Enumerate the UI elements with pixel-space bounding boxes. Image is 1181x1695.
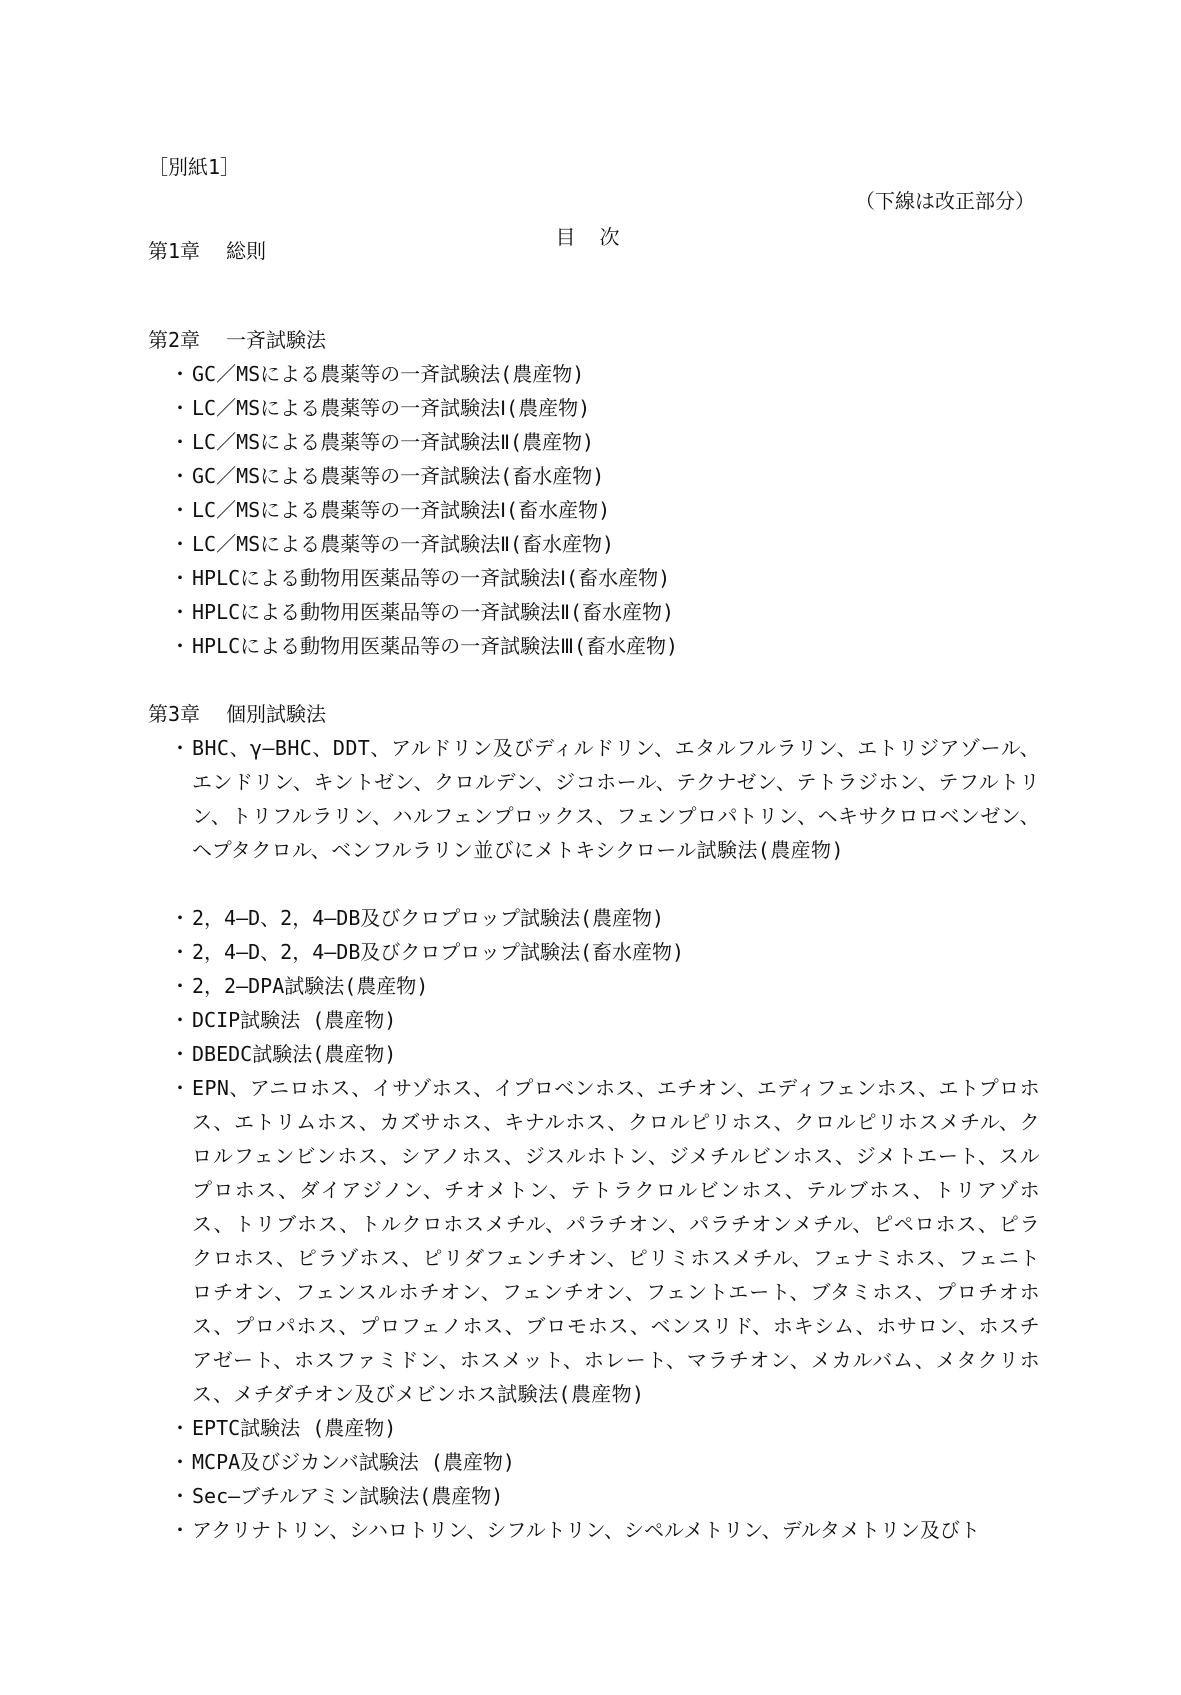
bullet: ・ xyxy=(170,1416,190,1440)
toc-item-text: BHC、γ―BHC、DDT、アルドリン及びディルドリン、エタルフルラリン、エトリジアゾール、エンドリン、キントゼン、クロルデン、ジコホール、テクナゼン、テトラジホン、テフルトリン、トリフルラリン、ハルフェンプロックス、フェンプロパトリン、ヘキサクロロベンゼン、ヘプタクロル、ベンフルラリン並びにメトキシクロール試験法(農産物) xyxy=(192,736,1040,862)
chapter-1-heading xyxy=(148,234,266,268)
toc-item xyxy=(170,595,1040,629)
bullet: ・ xyxy=(170,600,190,624)
bullet: ・ xyxy=(170,532,190,556)
toc-item-text: GC／MSによる農薬等の一斉試験法(畜水産物) xyxy=(192,464,605,488)
toc-item xyxy=(170,1003,1040,1037)
bullet: ・ xyxy=(170,1450,190,1474)
bullet: ・ xyxy=(170,1076,190,1100)
toc-item-text: 2，2―DPA試験法(農産物) xyxy=(192,974,429,998)
toc-item xyxy=(170,1513,1040,1547)
bullet: ・ xyxy=(170,1008,190,1032)
toc-item-text: 2，4―D、2，4―DB及びクロプロップ試験法(農産物) xyxy=(192,906,665,930)
bullet: ・ xyxy=(170,396,190,420)
toc-item-text: MCPA及びジカンバ試験法 (農産物) xyxy=(192,1450,515,1474)
toc-item xyxy=(170,1037,1040,1071)
chapter-number: 第3章 xyxy=(148,702,201,726)
toc-item-text: LC／MSによる農薬等の一斉試験法Ⅱ(畜水産物) xyxy=(192,532,615,556)
toc-item xyxy=(170,731,1040,867)
bullet: ・ xyxy=(170,566,190,590)
toc-item-text: EPTC試験法 (農産物) xyxy=(192,1416,397,1440)
chapter-title: 個別試験法 xyxy=(226,702,326,726)
bullet: ・ xyxy=(170,634,190,658)
bullet: ・ xyxy=(170,498,190,522)
toc-item xyxy=(170,901,1040,935)
toc-item xyxy=(170,527,1040,561)
chapter-title: 総則 xyxy=(226,239,266,263)
toc-item-text: HPLCによる動物用医薬品等の一斉試験法Ⅲ(畜水産物) xyxy=(192,634,679,658)
page-title: 目 次 xyxy=(555,225,626,249)
toc-item xyxy=(170,561,1040,595)
attachment-label: ［別紙1］ xyxy=(148,155,241,179)
toc-item-text: GC／MSによる農薬等の一斉試験法(農産物) xyxy=(192,362,585,386)
toc-item xyxy=(170,493,1040,527)
revision-note: （下線は改正部分） xyxy=(855,189,1035,213)
chapter-3-heading xyxy=(148,697,326,731)
bullet: ・ xyxy=(170,362,190,386)
toc-item-text: DCIP試験法 (農産物) xyxy=(192,1008,397,1032)
toc-item-text: 2，4―D、2，4―DB及びクロプロップ試験法(畜水産物) xyxy=(192,940,685,964)
toc-item-text: LC／MSによる農薬等の一斉試験法Ⅱ(農産物) xyxy=(192,430,595,454)
toc-item xyxy=(170,391,1040,425)
toc-item xyxy=(170,935,1040,969)
toc-item xyxy=(170,1479,1040,1513)
chapter-title: 一斉試験法 xyxy=(226,328,326,352)
bullet: ・ xyxy=(170,974,190,998)
toc-item-text: アクリナトリン、シハロトリン、シフルトリン、シペルメトリン、デルタメトリン及びト xyxy=(192,1518,980,1542)
bullet: ・ xyxy=(170,940,190,964)
toc-item-text: HPLCによる動物用医薬品等の一斉試験法Ⅰ(畜水産物) xyxy=(192,566,671,590)
chapter-2-heading xyxy=(148,323,326,357)
toc-item xyxy=(170,1411,1040,1445)
toc-item xyxy=(170,1445,1040,1479)
toc-item-text: HPLCによる動物用医薬品等の一斉試験法Ⅱ(畜水産物) xyxy=(192,600,675,624)
bullet: ・ xyxy=(170,1042,190,1066)
bullet: ・ xyxy=(170,736,190,760)
bullet: ・ xyxy=(170,1484,190,1508)
toc-item xyxy=(170,357,1040,391)
toc-item xyxy=(170,629,1040,663)
bullet: ・ xyxy=(170,464,190,488)
bullet: ・ xyxy=(170,906,190,930)
bullet: ・ xyxy=(170,1518,190,1542)
toc-item-text: DBEDC試験法(農産物) xyxy=(192,1042,397,1066)
bullet: ・ xyxy=(170,430,190,454)
chapter-number: 第2章 xyxy=(148,328,201,352)
toc-item-text: LC／MSによる農薬等の一斉試験法Ⅰ(畜水産物) xyxy=(192,498,611,522)
toc-item-text: LC／MSによる農薬等の一斉試験法Ⅰ(農産物) xyxy=(192,396,591,420)
toc-item-text: Sec―ブチルアミン試験法(農産物) xyxy=(192,1484,504,1508)
toc-item xyxy=(170,969,1040,1003)
chapter-number: 第1章 xyxy=(148,239,201,263)
toc-item-text: EPN、アニロホス、イサゾホス、イプロベンホス、エチオン、エディフェンホス、エトプロホス、エトリムホス、カズサホス、キナルホス、クロルピリホス、クロルピリホスメチル、クロルフェンビンホス、シアノホス、ジスルホトン、ジメチルビンホス、ジメトエート、スルプロホス、ダイアジノン、チオメトン、テトラクロルビンホス、テルブホス、トリアゾホス、トリブホス、トルクロホスメチル、パラチオン、パラチオンメチル、ピペロホス、ピラクロホス、ピラゾホス、ピリダフェンチオン、ピリミホスメチル、フェナミホス、フェニトロチオン、フェンスルホチオン、フェンチオン、フェントエート、ブタミホス、プロチオホス、プロパホス、プロフェノホス、ブロモホス、ベンスリド、ホキシム、ホサロン、ホスチアゼート、ホスファミドン、ホスメット、ホレート、マラチオン、メカルバム、メタクリホス、メチダチオン及びメビンホス試験法(農産物) xyxy=(192,1076,1040,1406)
toc-item xyxy=(170,425,1040,459)
toc-item xyxy=(170,459,1040,493)
toc-item xyxy=(170,1071,1040,1411)
